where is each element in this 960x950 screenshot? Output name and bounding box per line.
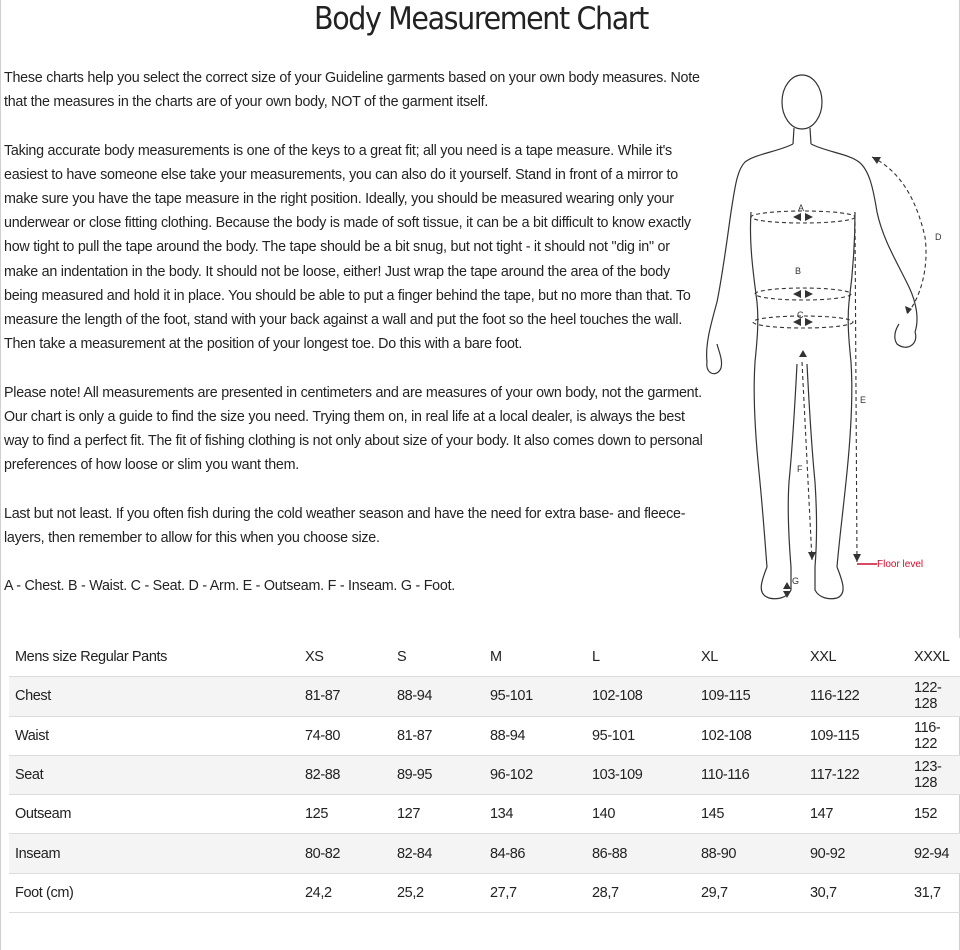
column-header: XL (695, 638, 804, 677)
label-b: B (795, 266, 802, 276)
measurement-legend: A - Chest. B - Waist. C - Seat. D - Arm. E - Outseam. F - Inseam. G - Foot. (4, 578, 456, 595)
table-cell: 81-87 (299, 677, 391, 716)
label-e: E (860, 395, 867, 405)
table-cell: 88-90 (695, 834, 804, 873)
intro-paragraph: These charts help you select the correct size of your Guideline garments based on your own body measures. Note that the measures in the charts are of your own body, NOT of the garment itself. (4, 70, 700, 111)
row-label: Seat (9, 755, 299, 794)
table-cell: 84-86 (484, 834, 586, 873)
table-cell: 81-87 (391, 716, 484, 755)
table-cell: 25,2 (391, 873, 484, 912)
table-cell: 82-84 (391, 834, 484, 873)
table-cell: 96-102 (484, 755, 586, 794)
table-cell: 80-82 (299, 834, 391, 873)
row-label: Chest (9, 677, 299, 716)
row-label: Foot (cm) (9, 873, 299, 912)
table-cell: 134 (484, 795, 586, 834)
column-header: L (586, 638, 695, 677)
table-cell: 30,7 (804, 873, 908, 912)
table-row (9, 677, 960, 716)
table-row (9, 755, 960, 794)
body-figure (697, 62, 960, 607)
column-header: Mens size Regular Pants (9, 638, 299, 677)
intro-paragraph: Taking accurate body measurements is one of the keys to a great fit; all you need is a tape measure. While it's easiest to have someone else take your measurements, you can also do it yourself. Stand in front of a mirror to make sure you have the tape measure in the right position. Ideally, you should be measured wearing only your underwear or close fitting clothing. Because the body is made of soft tissue, it can be a bit difficult to know exactly how tight to pull the tape around the body. The tape should be a bit snug, but not tight - it should not "dig in" or make an indentation in the body. It should not be loose, either! Just wrap the tape around the area of the body being measured and hold it in place. You should be able to put a finger behind the tape, but no more than that. To measure the length of the foot, stand with your back against a wall and put the foot so the heel touches the wall. Then take a measurement at the position of your longest toe. Do this with a bare foot. (4, 142, 691, 353)
table-cell: 24,2 (299, 873, 391, 912)
table-cell: 110-116 (695, 755, 804, 794)
label-d: D (935, 232, 942, 242)
table-cell: 88-94 (391, 677, 484, 716)
table-cell: 82-88 (299, 755, 391, 794)
table-cell: 95-101 (586, 716, 695, 755)
table-cell: 122-128 (908, 677, 960, 716)
intro-paragraph: Please note! All measurements are presented in centimeters and are measures of your own body, not the garment. Our chart is only a guide to find the size you need. Trying them on, in real life at a local dealer, is always the best way to find a perfect fit. The fit of fishing clothing is not only about size of your body. It also comes down to personal preferences of how loose or slim you want them. (4, 384, 703, 474)
body-outline (707, 75, 917, 599)
table-cell: 74-80 (299, 716, 391, 755)
table-cell: 109-115 (695, 677, 804, 716)
table-cell: 95-101 (484, 677, 586, 716)
label-f: F (797, 464, 803, 474)
label-c: C (797, 310, 804, 320)
table-row (9, 873, 960, 912)
table-cell: 89-95 (391, 755, 484, 794)
table-cell: 88-94 (484, 716, 586, 755)
row-label: Outseam (9, 795, 299, 834)
body-silhouette-icon (697, 62, 960, 607)
table-cell: 116-122 (908, 716, 960, 755)
label-a: A (798, 203, 805, 213)
column-header: XS (299, 638, 391, 677)
table-row (9, 795, 960, 834)
table-header-row (9, 638, 960, 677)
table-cell: 123-128 (908, 755, 960, 794)
column-header: XXXL (908, 638, 960, 677)
label-g: G (792, 576, 800, 586)
column-header: XXL (804, 638, 908, 677)
intro-text (4, 66, 704, 623)
row-label: Inseam (9, 834, 299, 873)
table-cell: 152 (908, 795, 960, 834)
table-cell: 140 (586, 795, 695, 834)
column-header: S (391, 638, 484, 677)
table-cell: 90-92 (804, 834, 908, 873)
table-cell: 147 (804, 795, 908, 834)
table-cell: 117-122 (804, 755, 908, 794)
table-cell: 116-122 (804, 677, 908, 716)
table-cell: 103-109 (586, 755, 695, 794)
floor-level-label: Floor level (877, 559, 924, 570)
row-label: Waist (9, 716, 299, 755)
table-cell: 127 (391, 795, 484, 834)
table-cell: 31,7 (908, 873, 960, 912)
table-cell: 92-94 (908, 834, 960, 873)
column-header: M (484, 638, 586, 677)
table-cell: 102-108 (695, 716, 804, 755)
table-cell: 102-108 (586, 677, 695, 716)
table-cell: 27,7 (484, 873, 586, 912)
table-cell: 145 (695, 795, 804, 834)
table-row (9, 834, 960, 873)
intro-paragraph: Last but not least. If you often fish during the cold weather season and have the need for extra base- and fleece-layers, then remember to allow for this when you choose size. (4, 505, 686, 546)
table-cell: 125 (299, 795, 391, 834)
table-cell: 109-115 (804, 716, 908, 755)
table-cell: 86-88 (586, 834, 695, 873)
table-row (9, 716, 960, 755)
table-cell: 29,7 (695, 873, 804, 912)
measurement-lines (751, 157, 926, 562)
size-table (9, 638, 960, 913)
table-cell: 28,7 (586, 873, 695, 912)
page-title: Body Measurement Chart (314, 1, 648, 37)
